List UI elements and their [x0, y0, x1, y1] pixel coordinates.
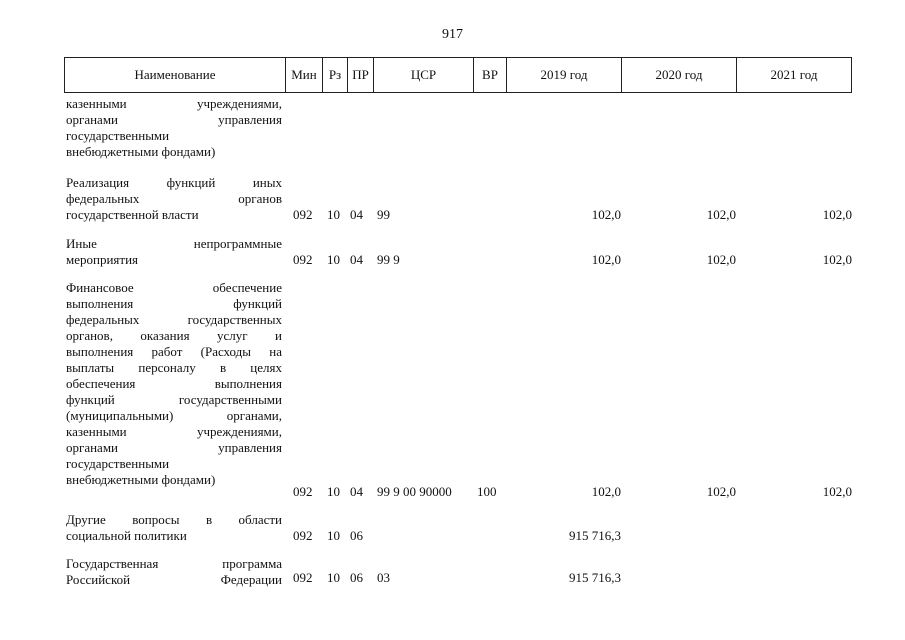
header-pr: ПР: [347, 57, 373, 93]
cell-2021: 102,0: [822, 207, 852, 222]
name-line: внебюджетными фондами): [66, 144, 216, 159]
table-row-name: [66, 236, 282, 268]
name-line: обеспечения выполнения: [66, 376, 282, 391]
cell-2021: 102,0: [822, 252, 852, 267]
header-vr: ВР: [473, 57, 506, 93]
cell-vr: 100: [477, 484, 497, 499]
cell-rz: 10: [327, 528, 340, 543]
cell-2019: 915 716,3: [569, 528, 621, 543]
name-line: выполнения работ (Расходы на: [66, 344, 282, 359]
name-line: Иные непрограммные: [66, 236, 282, 251]
cell-min: 092: [293, 570, 313, 585]
cell-rz: 10: [327, 252, 340, 267]
header-min: Мин: [285, 57, 322, 93]
name-line: внебюджетными фондами): [66, 472, 216, 487]
name-line: органами управления: [66, 112, 282, 127]
header-rz: Рз: [322, 57, 347, 93]
cell-2019: 102,0: [591, 484, 621, 499]
cell-pr: 04: [350, 252, 363, 267]
cell-pr: 06: [350, 528, 363, 543]
name-line: (муниципальными) органами,: [66, 408, 282, 423]
cell-csr: 99: [377, 207, 390, 222]
page-number: 917: [442, 27, 463, 42]
table-row-name: [66, 280, 282, 488]
cell-rz: 10: [327, 484, 340, 499]
name-line: органами управления: [66, 440, 282, 455]
cell-pr: 04: [350, 207, 363, 222]
cell-rz: 10: [327, 207, 340, 222]
cell-csr: 99 9: [377, 252, 400, 267]
cell-2019: 102,0: [591, 252, 621, 267]
name-line: государственными: [66, 456, 170, 471]
table-row-name: [66, 96, 282, 160]
name-line: Реализация функций иных: [66, 175, 282, 190]
name-line: Российской Федерации: [66, 572, 282, 587]
name-line: федеральных государственных: [66, 312, 282, 327]
cell-pr: 04: [350, 484, 363, 499]
cell-2019: 915 716,3: [569, 570, 621, 585]
header-2019: 2019 год: [506, 57, 621, 93]
name-line: Другие вопросы в области: [66, 512, 282, 527]
cell-2020: 102,0: [706, 252, 736, 267]
name-line: выполнения функций: [66, 296, 282, 311]
cell-2020: 102,0: [706, 207, 736, 222]
cell-2019: 102,0: [591, 207, 621, 222]
cell-csr: 99 9 00 90000: [377, 484, 452, 499]
name-line: органов, оказания услуг и: [66, 328, 282, 343]
name-line: казенными учреждениями,: [66, 424, 282, 439]
cell-min: 092: [293, 207, 313, 222]
name-line: Государственная программа: [66, 556, 282, 571]
table-row-name: [66, 512, 282, 544]
name-line: государственной власти: [66, 207, 199, 222]
header-name: Наименование: [64, 57, 285, 93]
header-csr: ЦСР: [373, 57, 473, 93]
table-row-name: [66, 556, 282, 588]
cell-min: 092: [293, 528, 313, 543]
name-line: функций государственными: [66, 392, 282, 407]
name-line: мероприятия: [66, 252, 139, 267]
name-line: выплаты персоналу в целях: [66, 360, 282, 375]
name-line: федеральных органов: [66, 191, 282, 206]
cell-csr: 03: [377, 570, 390, 585]
name-line: казенными учреждениями,: [66, 96, 282, 111]
cell-2021: 102,0: [822, 484, 852, 499]
name-line: социальной политики: [66, 528, 187, 543]
header-2020: 2020 год: [621, 57, 736, 93]
cell-min: 092: [293, 484, 313, 499]
cell-min: 092: [293, 252, 313, 267]
cell-pr: 06: [350, 570, 363, 585]
name-line: Финансовое обеспечение: [66, 280, 282, 295]
table-row-name: [66, 175, 282, 223]
header-2021: 2021 год: [736, 57, 852, 93]
name-line: государственными: [66, 128, 170, 143]
cell-2020: 102,0: [706, 484, 736, 499]
cell-rz: 10: [327, 570, 340, 585]
